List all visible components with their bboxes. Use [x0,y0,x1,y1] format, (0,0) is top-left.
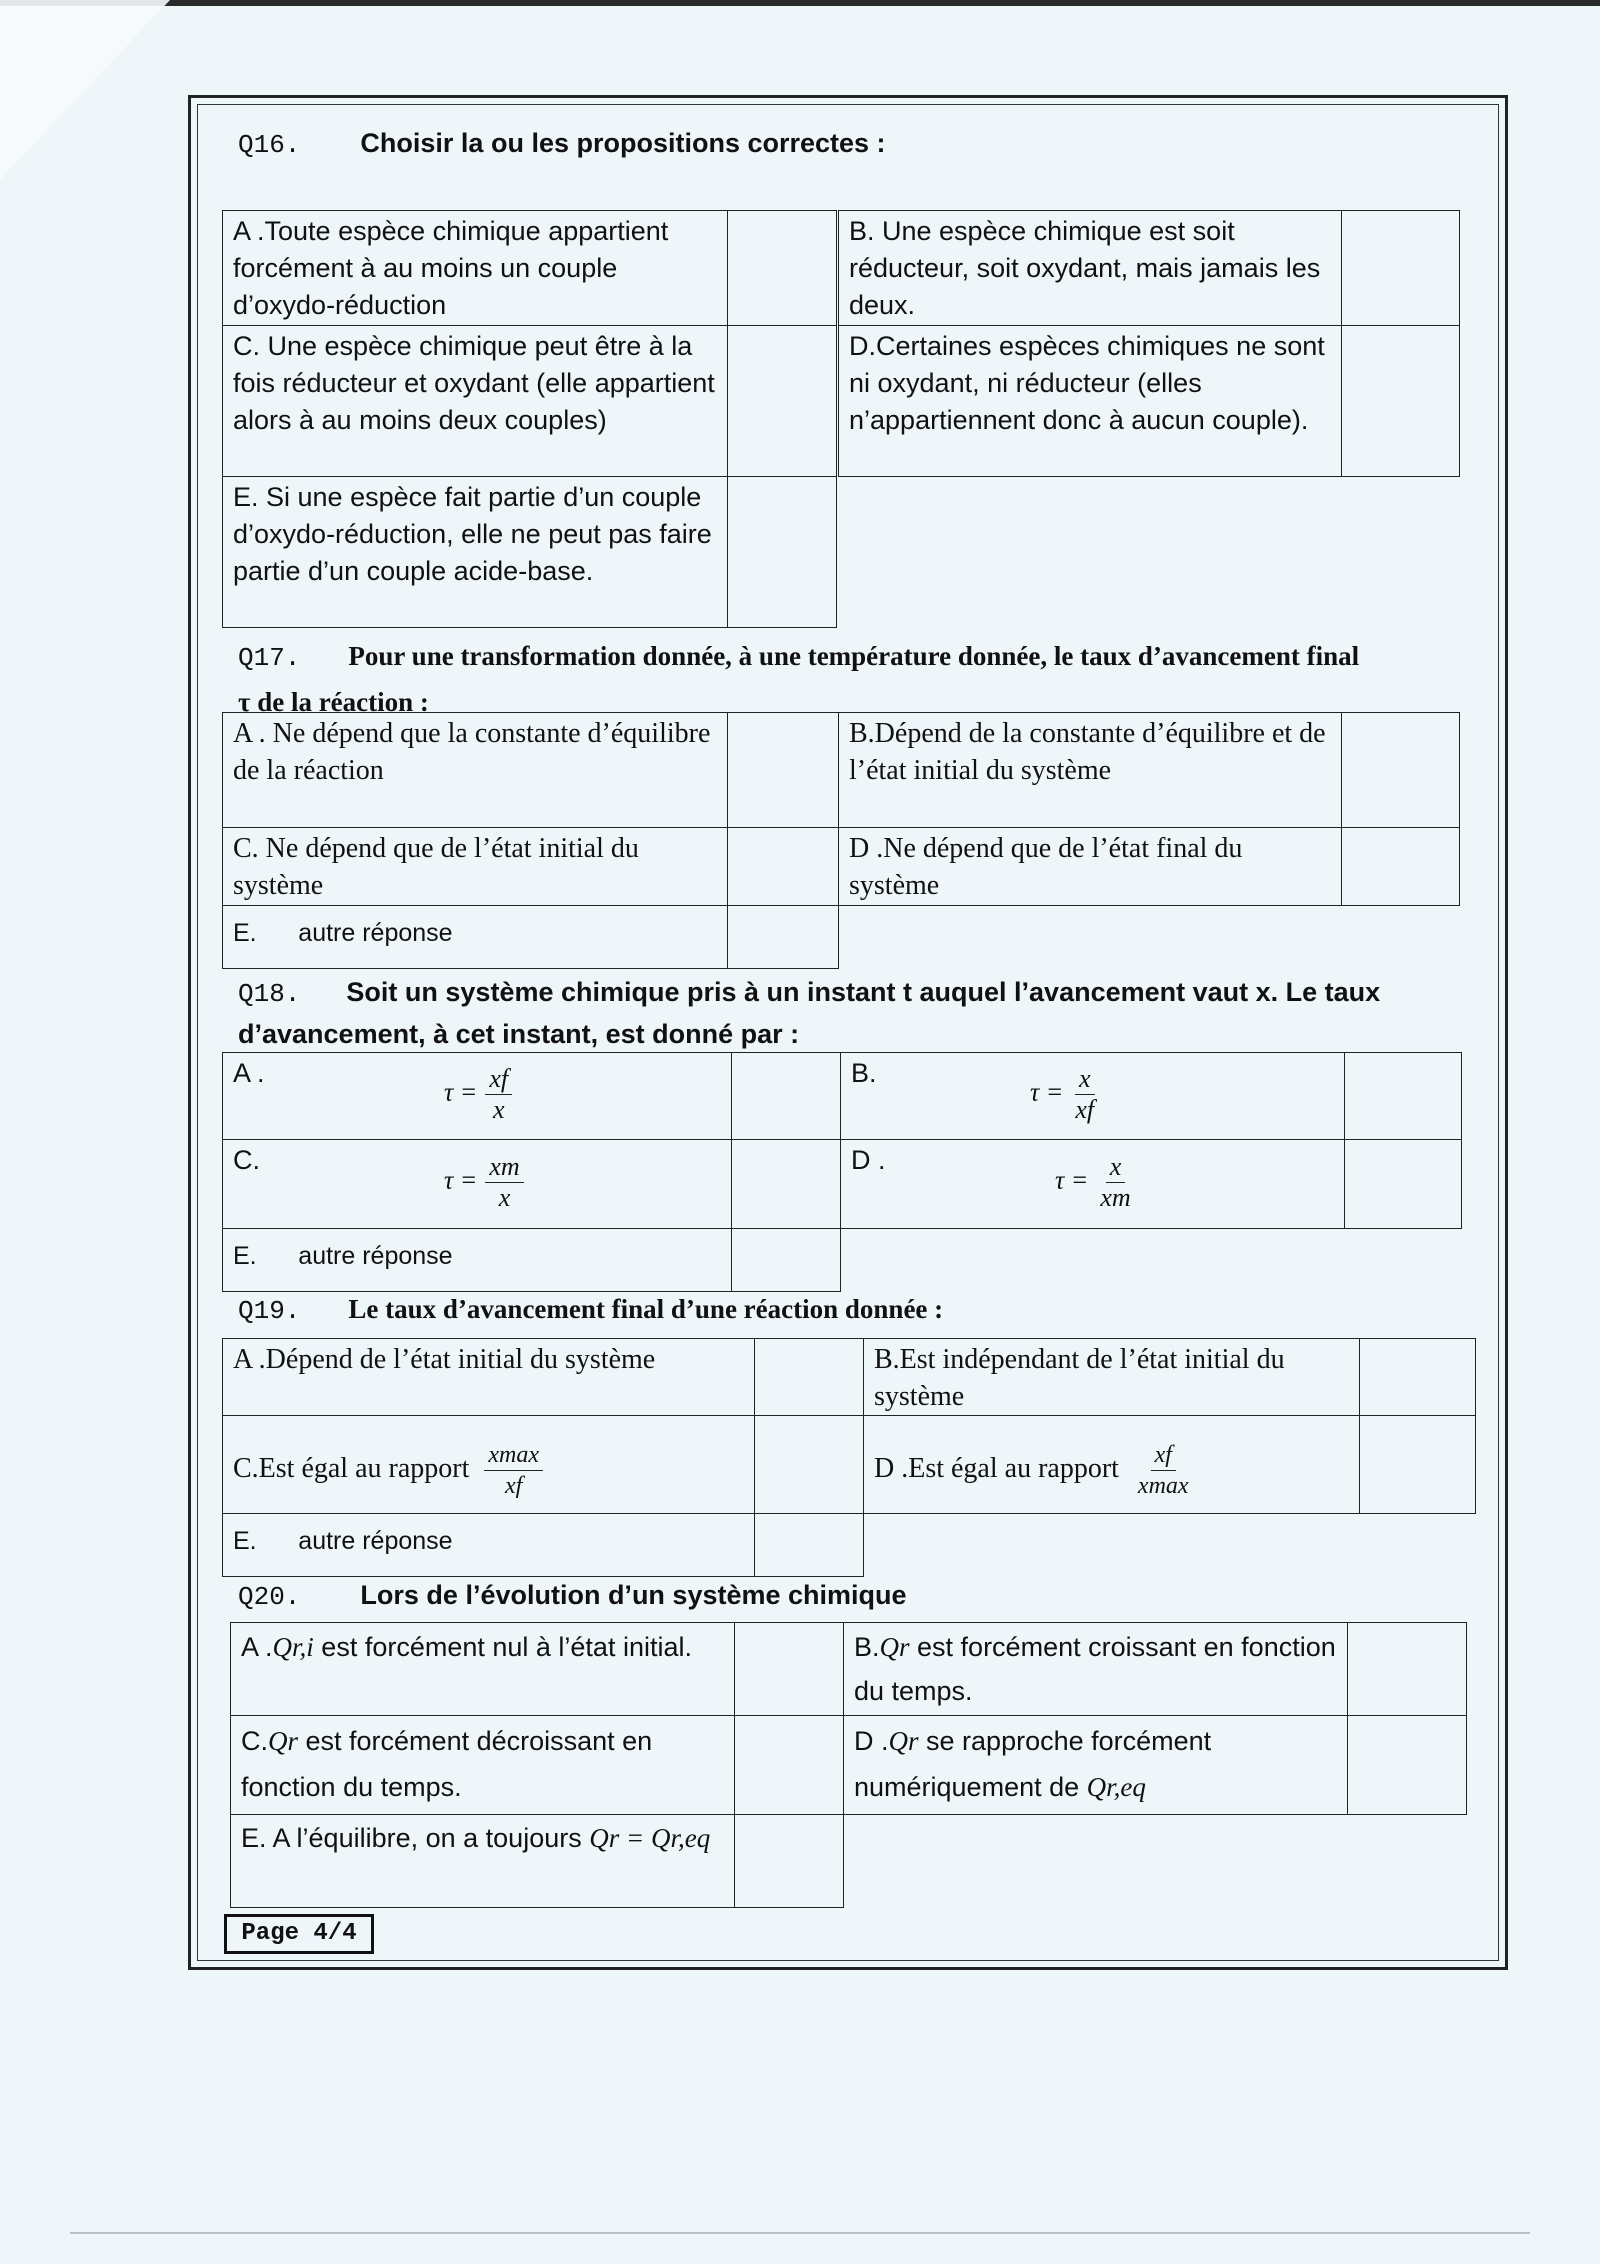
q20-answer-box-d[interactable] [1347,1715,1467,1815]
q20-b-symbol: Qr [879,1632,910,1662]
q18-b-numerator: x [1075,1064,1095,1095]
q19-d-numerator: xf [1151,1440,1176,1471]
q17-answer-box-d[interactable] [1341,827,1460,906]
q16-number: Q16. [238,130,301,160]
q20-c-symbol: Qr [268,1726,299,1756]
q18-answer-box-c[interactable] [731,1139,841,1229]
q19-option-a: A .Dépend de l’état initial du système [222,1338,755,1416]
q19-answer-box-d[interactable] [1359,1415,1476,1514]
q19-d-text: D .Est égal au rapport [874,1452,1119,1484]
q18-answer-box-a[interactable] [731,1052,841,1140]
q19-c-text: C.Est égal au rapport [233,1452,470,1484]
q16-answer-box-e[interactable] [727,476,837,628]
q16-answer-box-d[interactable] [1341,325,1460,477]
q17-number: Q17. [238,643,301,673]
q20-answer-box-e[interactable] [734,1814,844,1908]
q19-c-numerator: xmax [484,1440,543,1471]
q17-heading [238,634,1368,724]
q20-number: Q20. [238,1582,301,1612]
q20-title: Lors de l’évolution d’un système chimique [360,1580,907,1610]
q20-option-d: D .Qr se rapproche forcément numériquement de Qr,eq [843,1715,1348,1815]
q19-c-denominator: xf [505,1473,523,1499]
q17-answer-box-a[interactable] [727,712,839,828]
q20-option-e: E. A l’équilibre, on a toujours Qr = Qr,eq [230,1814,735,1908]
q18-label-b: B. [851,1058,877,1088]
q18-answer-box-e[interactable] [731,1228,841,1292]
q18-label-a: A . [233,1058,265,1088]
q16-answer-box-c[interactable] [727,325,837,477]
q19-option-e: E. autre réponse [222,1513,755,1577]
q18-title: Soit un système chimique pris à un instant t auquel l’avancement vaut x. Le taux d’avancement, à cet instant, est donné par : [238,977,1381,1049]
q17-option-a: A . Ne dépend que la constante d’équilibre de la réaction [222,712,728,828]
q17-answer-box-b[interactable] [1341,712,1460,828]
q20-d-symbol: Qr [888,1726,919,1756]
q20-heading [238,1580,907,1612]
q19-option-b: B.Est indépendant de l’état initial du système [863,1338,1360,1416]
q17-option-c: C. Ne dépend que de l’état initial du système [222,827,728,906]
q16-answer-box-b[interactable] [1341,210,1460,326]
q18-a-denominator: x [492,1095,505,1124]
q19-answer-box-a[interactable] [754,1338,864,1416]
q19-answer-box-b[interactable] [1359,1338,1476,1416]
q16-heading [238,128,886,160]
q16-option-d: D.Certaines espèces chimiques ne sont ni oxydant, ni réducteur (elles n’appartiennent donc à aucun couple). [838,325,1342,477]
q17-answer-box-c[interactable] [727,827,839,906]
q19-answer-box-e[interactable] [754,1513,864,1577]
q18-option-e: E. autre réponse [222,1228,732,1292]
q20-e-formula: Qr = Qr,eq [589,1823,711,1853]
q20-answer-box-b[interactable] [1347,1622,1467,1716]
q18-formula-a: τ = $\frac{xf}{x}$ [444,1064,512,1125]
q20-option-c: C.Qr est forcément décroissant en fonction du temps. [230,1715,735,1815]
q18-formula-c: τ = $\frac{xm}{x}$ [444,1152,524,1213]
q17-option-d: D .Ne dépend que de l’état final du système [838,827,1342,906]
q20-answer-box-a[interactable] [734,1622,844,1716]
q17-option-b: B.Dépend de la constante d’équilibre et de l’état initial du système [838,712,1342,828]
q18-label-d: D . [851,1145,886,1175]
q18-c-denominator: x [498,1183,511,1212]
q18-formula-d: τ = $\frac{x}{xm}$ [1055,1152,1135,1213]
q19-title: Le taux d’avancement final d’une réaction donnée : [348,1294,944,1324]
q16-option-b: B. Une espèce chimique est soit réducteur, soit oxydant, mais jamais les deux. [838,210,1342,326]
q18-number: Q18. [238,979,301,1009]
q19-answer-box-c[interactable] [754,1415,864,1514]
q20-a-symbol: Qr,i [272,1632,314,1662]
q18-answer-box-d[interactable] [1344,1139,1462,1229]
q20-answer-box-c[interactable] [734,1715,844,1815]
q20-d-symbol-eq: Qr,eq [1086,1772,1146,1802]
q20-option-b: B.Qr est forcément croissant en fonction du temps. [843,1622,1348,1716]
q16-option-c: C. Une espèce chimique peut être à la fois réducteur et oxydant (elle appartient alors à au moins deux couples) [222,325,728,477]
q19-heading [238,1294,943,1326]
q18-heading [238,972,1388,1054]
q17-title: Pour une transformation donnée, à une température donnée, le taux d’avancement final τ de la réaction : [238,641,1360,717]
bottom-rule [70,2232,1530,2234]
q18-label-c: C. [233,1145,260,1175]
q19-option-d [863,1415,1360,1514]
q19-option-c [222,1415,755,1514]
q18-b-denominator: xf [1075,1095,1095,1124]
q18-formula-b: τ = $\frac{x}{xf}$ [1030,1064,1098,1125]
q16-option-a: A .Toute espèce chimique appartient forcément à au moins un couple d’oxydo-réduction [222,210,728,326]
q17-option-e: E. autre réponse [222,905,728,969]
q18-a-numerator: xf [485,1064,512,1095]
q16-answer-box-a[interactable] [727,210,837,326]
q16-option-e: E. Si une espèce fait partie d’un couple d’oxydo-réduction, elle ne peut pas faire partie d’un couple acide-base. [222,476,728,628]
q18-answer-box-b[interactable] [1344,1052,1462,1140]
q18-d-denominator: xm [1100,1183,1131,1212]
q19-d-denominator: xmax [1137,1473,1189,1499]
q20-option-a: A .Qr,i est forcément nul à l’état initial. [230,1622,735,1716]
q18-d-numerator: x [1106,1152,1126,1183]
page-number-badge: Page 4/4 [224,1914,374,1954]
q16-title: Choisir la ou les propositions correctes : [360,128,886,158]
q19-number: Q19. [238,1296,301,1326]
q17-answer-box-e[interactable] [727,905,839,969]
scan-edge [0,0,1600,6]
page-fold [0,0,170,180]
q18-c-numerator: xm [485,1152,523,1183]
